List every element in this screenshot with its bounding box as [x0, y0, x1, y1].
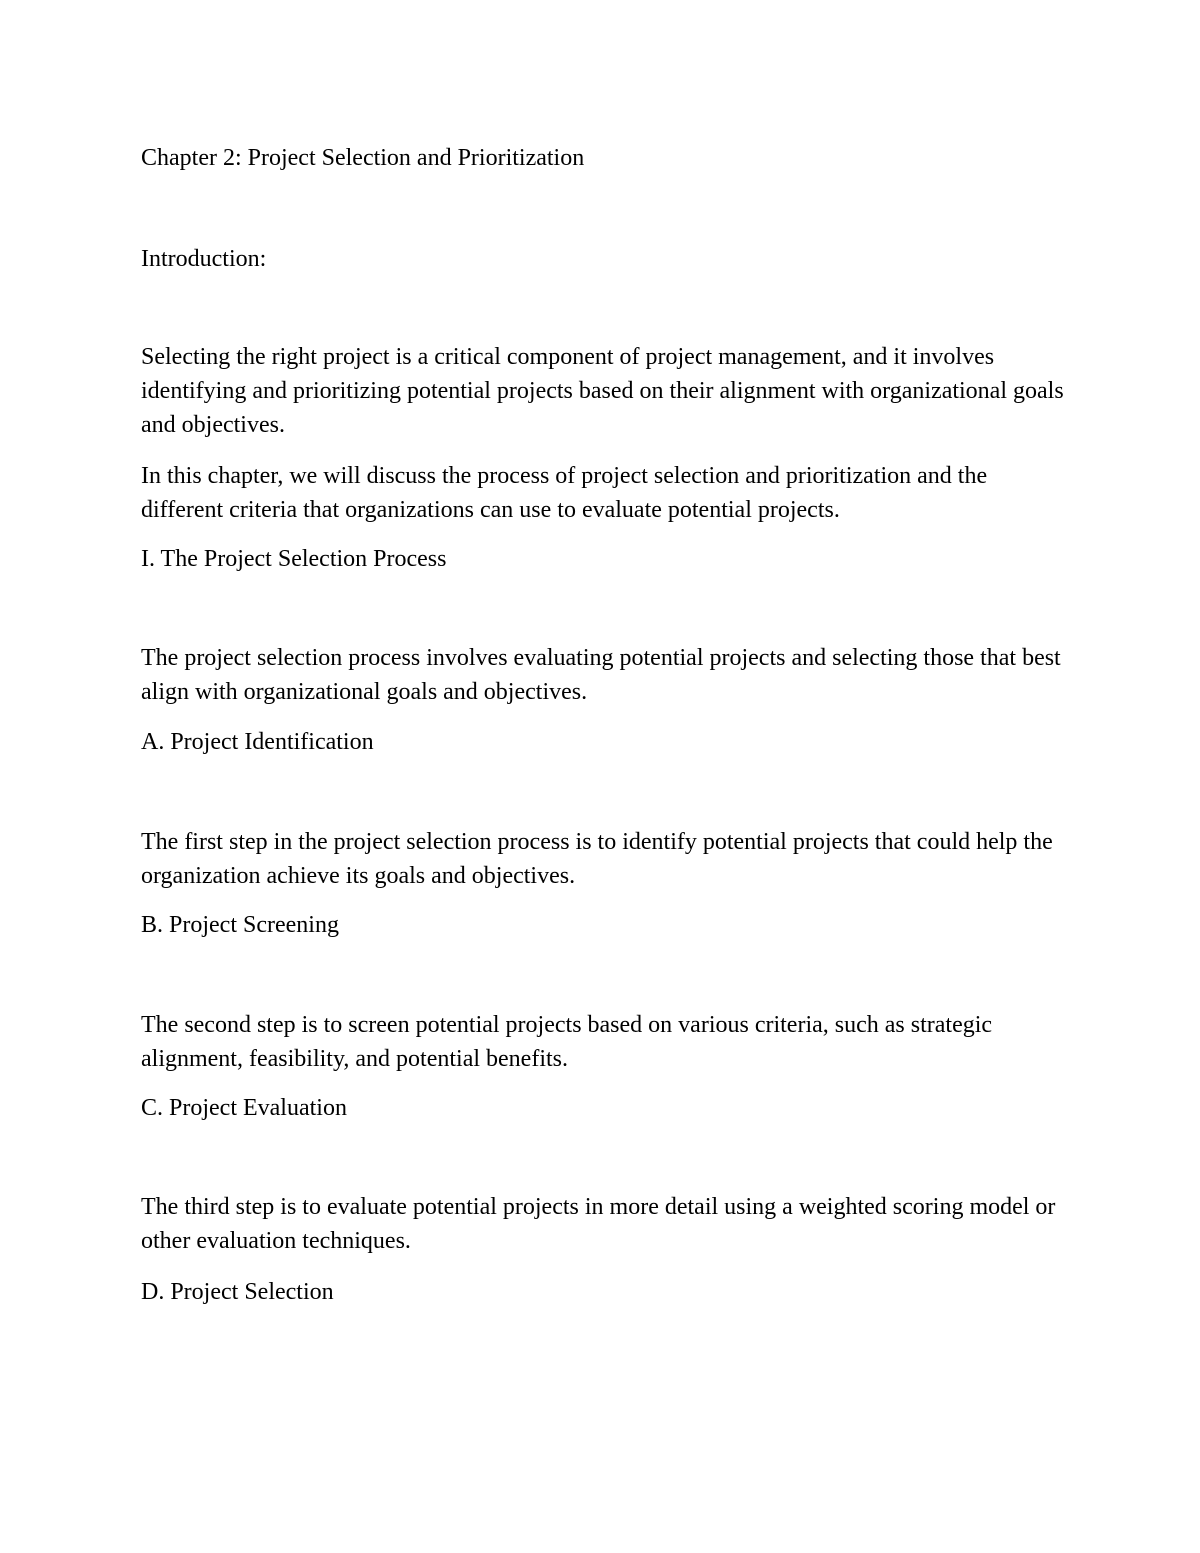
- subsection-heading-evaluation: C. Project Evaluation: [141, 1095, 347, 1121]
- subsection-heading-screening: B. Project Screening: [141, 912, 339, 938]
- subsection-heading-identification: A. Project Identification: [141, 729, 374, 755]
- introduction-paragraph-1: Selecting the right project is a critical component of project management, and it involves identifying and prioritizing potential projects based on their alignment with organizational goals and objectives.: [141, 344, 1064, 438]
- subsection-paragraph-screening: The second step is to screen potential projects based on various criteria, such as strategic alignment, feasibility, and potential benefits.: [141, 1012, 993, 1072]
- introduction-paragraph-2: In this chapter, we will discuss the process of project selection and prioritization and the different criteria that organizations can use to evaluate potential projects.: [141, 463, 988, 523]
- section-heading-selection-process: I. The Project Selection Process: [141, 546, 447, 572]
- subsection-heading-selection: D. Project Selection: [141, 1279, 334, 1305]
- section-paragraph-selection-process: The project selection process involves evaluating potential projects and selecting those that best align with organizational goals and objectives.: [141, 645, 1061, 705]
- subsection-paragraph-identification: The first step in the project selection process is to identify potential projects that could help the organization achieve its goals and objectives.: [141, 829, 1053, 889]
- chapter-title: Chapter 2: Project Selection and Prioritization: [141, 145, 585, 171]
- subsection-paragraph-evaluation: The third step is to evaluate potential projects in more detail using a weighted scoring model or other evaluation techniques.: [141, 1194, 1056, 1254]
- introduction-heading: Introduction:: [141, 246, 267, 272]
